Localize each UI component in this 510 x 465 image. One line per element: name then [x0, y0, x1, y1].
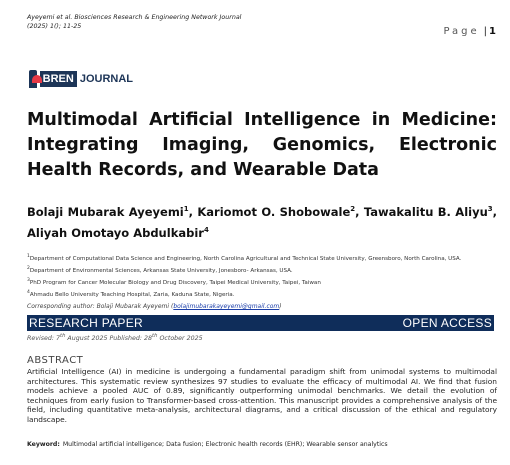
publication-dates: Revised: 7th August 2025 Published: 28th October 2025: [27, 333, 203, 343]
abstract-body: Artificial Intelligence (AI) in medicine is undergoing a fundamental paradigm shift from unimodal systems to multimodal architectures. This systematic review synthesizes 97 studies to evaluate the efficacy of multimodal AI. We find that fusion models achieve a pooled AUC of 0.89, significantly outperforming unimodal benchmarks. We detail the evolution of techniques from early fusion to Transformer-based cross-attention. This manuscript provides a comprehensive analysis of the field, including quantitative meta-analysis, architectural diagrams, and a critical discussion of the ethical and regulatory landscape.: [27, 367, 497, 424]
journal-logo: [29, 68, 133, 90]
author-name: Aliyah Omotayo Abdulkabir: [27, 225, 204, 240]
header-citation: [27, 14, 327, 31]
author-name: Bolaji Mubarak Ayeyemi: [27, 204, 184, 219]
abstract-heading: ABSTRACT: [27, 355, 84, 366]
author-name: Tawakalitu B. Aliyu: [363, 204, 488, 219]
author-name: Kariomot O. Shobowale: [197, 204, 351, 219]
logo-name: BREN: [40, 71, 77, 87]
keywords-label: Keyword:: [27, 441, 60, 448]
author-affiliation-mark: 2: [350, 205, 356, 213]
keywords-text: Multimodal artificial intelligence; Data fusion; Electronic health records (EHR); Wearable sensor analytics: [62, 441, 388, 448]
logo-word: JOURNAL: [79, 73, 133, 85]
paper-title: Multimodal Artificial Intelligence in Medicine: Integrating Imaging, Genomics, Electronic Health Records, and Wearable Data: [27, 110, 497, 180]
article-type-banner: [27, 315, 494, 331]
author-affiliation-mark: 1: [183, 205, 189, 213]
article-type-label: RESEARCH PAPER: [29, 316, 144, 330]
affiliation-item: $^2$Department of Environmental Sciences, Arkansas State University, Jonesboro- Arkansas, USA.: [27, 265, 293, 274]
author-list: Bolaji Mubarak Ayeyemi$^1$, Kariomot O. Shobowale$^2$, Tawakalitu B. Aliyu$^3$, Aliyah Omotayo Abdulkabir$^4$: [27, 204, 498, 240]
logo-building-icon: [29, 70, 37, 88]
author-affiliation-mark: 4: [203, 225, 209, 234]
affiliation-item: $^1$Department of Computational Data Science and Engineering, North Carolina Agricultural and Technical State University, Greensboro, North Carolina, USA.: [27, 254, 462, 262]
keywords: [27, 441, 497, 448]
affiliation-item: $^3$PhD Program for Cancer Molecular Biology and Drug Discovery, Taipei Medical University, Taipei, Taiwan: [27, 277, 321, 286]
page-label: Page: [443, 26, 480, 37]
citation-line-1: Ayeyemi et al. Biosciences Research & Engineering Network Journal: [27, 14, 242, 21]
page-number: 1: [489, 26, 496, 37]
author-affiliation-mark: 3: [487, 205, 493, 213]
page-indicator: [443, 26, 496, 37]
access-type-label: OPEN ACCESS: [402, 316, 492, 330]
affiliation-list: [27, 252, 487, 299]
citation-line-2: (2025) 1(); 11-25: [27, 22, 82, 30]
corresponding-author: Corresponding author: Bolaji Mubarak Ayeyemi (bolajimubarakayeyemi@gmail.com): [27, 303, 282, 310]
page-separator: |: [483, 26, 488, 37]
corresponding-email-link[interactable]: bolajimubarakayeyemi@gmail.com: [173, 303, 280, 310]
affiliation-item: $^4$Ahmadu Bello University Teaching Hospital, Zaria, Kaduna State, Nigeria.: [27, 289, 235, 298]
